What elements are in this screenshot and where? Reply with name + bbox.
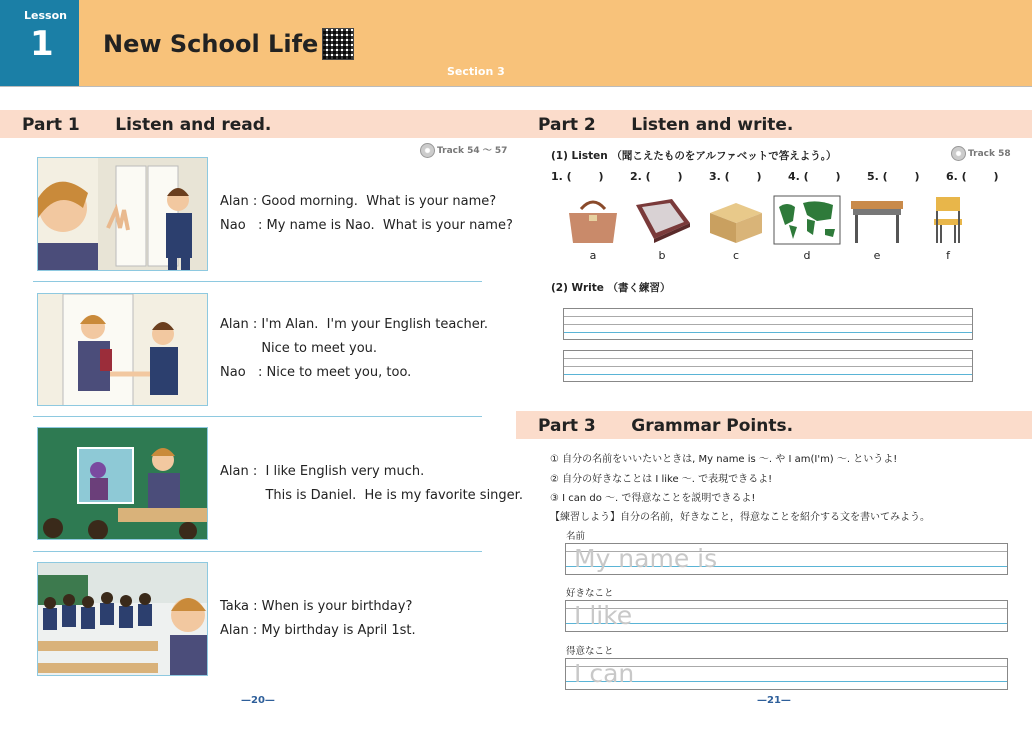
part2-header [516, 110, 1032, 138]
world-map-icon [773, 195, 841, 245]
qr-code-icon[interactable] [322, 28, 354, 60]
dialog-3 [220, 460, 523, 508]
listen-label: (1) Listen （聞こえたものをアルファベットで答えよう。） [551, 150, 837, 162]
dialog-line: Nice to meet you. [220, 341, 378, 356]
part1-track-label: Track 54 〜 57 [437, 146, 508, 156]
grammar-point: ① 自分の名前をいいたいときは, My name is ～. や I am(I'm) ～. というよ! [550, 454, 898, 465]
field-label-can: 得意なこと [566, 646, 614, 657]
chair-icon [918, 195, 978, 245]
dialog-4 [220, 595, 416, 643]
section-label: Section 3 [447, 65, 505, 78]
answer-blank[interactable]: 1. ( ) [551, 170, 604, 183]
part1-title: Part 1 Listen and read. [22, 115, 272, 135]
lesson-title: New School Life [103, 30, 319, 58]
answer-blanks [551, 170, 1025, 183]
divider [33, 551, 482, 552]
bag-icon [563, 195, 623, 245]
dialog-line: Taka : When is your birthday? [220, 599, 413, 614]
write-lines-1[interactable] [563, 308, 973, 340]
write-label: (2) Write （書く練習） [551, 282, 671, 294]
trace-field-name[interactable] [565, 543, 1008, 575]
answer-blank[interactable]: 3. ( ) [709, 170, 762, 183]
students-scene-icon [38, 563, 208, 676]
trace-text: I can [574, 659, 635, 688]
cd-icon [951, 146, 966, 161]
illustration-students [37, 562, 208, 676]
lesson-badge [0, 0, 79, 86]
field-label-like: 好きなこと [566, 588, 614, 599]
lesson-word: Lesson [24, 9, 67, 22]
picture-letter: e [873, 249, 881, 262]
part3-header [516, 411, 1032, 439]
part2-track[interactable] [951, 146, 1011, 161]
dialog-line: Alan : Good morning. What is your name? [220, 194, 497, 209]
picture-letter: b [658, 249, 666, 262]
classroom-poster-icon [38, 428, 208, 540]
trace-text: I like [574, 601, 633, 630]
dialog-line: Alan : I'm Alan. I'm your English teacher. [220, 317, 489, 332]
trace-field-can[interactable] [565, 658, 1008, 690]
illustration-handshake [37, 293, 208, 406]
dialog-line: Nao : My name is Nao. What is your name? [220, 218, 513, 233]
answer-blank[interactable]: 6. ( ) [946, 170, 999, 183]
part3-title: Part 3 Grammar Points. [538, 416, 794, 436]
illustration-greeting [37, 157, 208, 271]
picture-letter: f [946, 249, 950, 262]
dialog-line: Alan : I like English very much. [220, 464, 425, 479]
greeting-scene-icon [38, 158, 208, 271]
part1-header [0, 110, 516, 138]
trace-text: My name is [574, 544, 718, 573]
part2-track-label: Track 58 [968, 149, 1011, 159]
header-rule [0, 86, 1032, 87]
write-lines-2[interactable] [563, 350, 973, 382]
picture-letter: d [803, 249, 811, 262]
field-label-name: 名前 [566, 531, 586, 542]
box-icon [706, 195, 766, 245]
practice-instruction: 【練習しよう】自分の名前，好きなこと，得意なことを紹介する文を書いてみよう。 [550, 512, 930, 523]
lesson-number: 1 [30, 24, 54, 64]
book-icon [632, 195, 692, 245]
answer-blank[interactable]: 2. ( ) [630, 170, 683, 183]
dialog-line: Nao : Nice to meet you, too. [220, 365, 412, 380]
illustration-classroom-poster [37, 427, 208, 540]
header-band [79, 0, 1032, 86]
picture-letter: c [732, 249, 740, 262]
dialog-line: Alan : My birthday is April 1st. [220, 623, 416, 638]
cd-icon [420, 143, 435, 158]
handshake-scene-icon [38, 294, 208, 406]
dialog-2 [220, 313, 488, 385]
answer-blank[interactable]: 4. ( ) [788, 170, 841, 183]
dialog-1 [220, 190, 513, 238]
page-number-left: —20— [241, 695, 275, 706]
picture-letter: a [589, 249, 597, 262]
divider [33, 416, 482, 417]
divider [33, 281, 482, 282]
desk-icon [847, 195, 907, 245]
dialog-line: This is Daniel. He is my favorite singer. [220, 488, 523, 503]
answer-blank[interactable]: 5. ( ) [867, 170, 920, 183]
grammar-point: ② 自分の好きなことは I like ～. で表現できるよ! [550, 474, 773, 485]
trace-field-like[interactable] [565, 600, 1008, 632]
part2-title: Part 2 Listen and write. [538, 115, 794, 135]
page-number-right: —21— [757, 695, 791, 706]
grammar-point: ③ I can do ～. で得意なことを説明できるよ! [550, 493, 756, 504]
part1-track[interactable] [420, 143, 507, 158]
